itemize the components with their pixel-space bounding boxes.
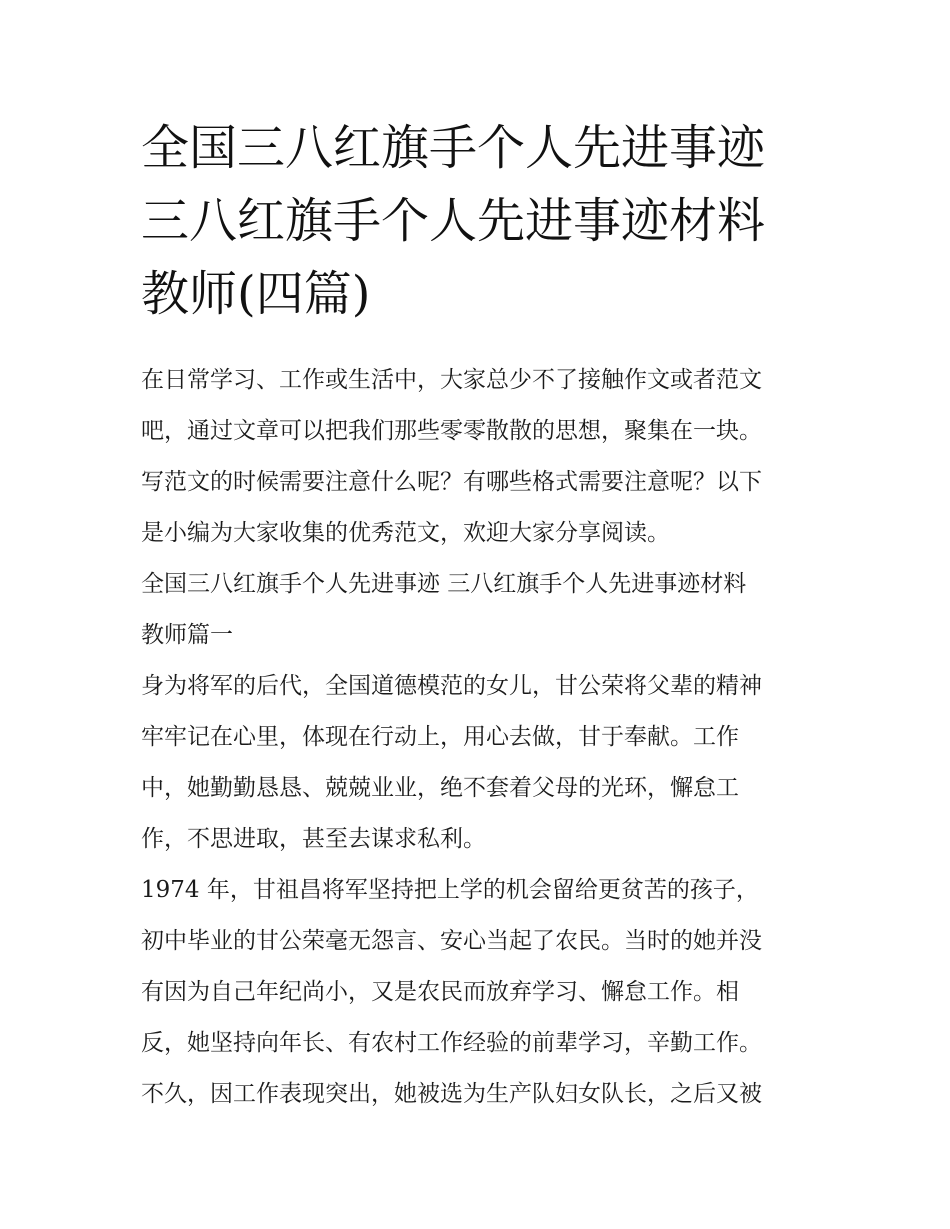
text-line: 不久，因工作表现突出，她被选为生产队妇女队长，之后又被: [141, 1081, 762, 1107]
document-body: [141, 355, 821, 1120]
text-line: 初中毕业的甘公荣毫无怨言、安心当起了农民。当时的她并没: [141, 928, 762, 954]
text-line: 身为将军的后代，全国道德模范的女儿，甘公荣将父辈的精神: [141, 673, 762, 699]
text-line: 牢牢记在心里，体现在行动上，用心去做，甘于奉献。工作: [141, 724, 739, 750]
text-line: 教师篇一: [141, 622, 233, 648]
body-paragraph-1: [141, 661, 821, 865]
intro-paragraph: [141, 355, 821, 559]
text-line: 写范文的时候需要注意什么呢？有哪些格式需要注意呢？以下: [141, 469, 762, 495]
title-line-1: 全国三八红旗手个人先进事迹: [141, 120, 766, 176]
text-line: 有因为自己年纪尚小，又是农民而放弃学习、懈怠工作。相: [141, 979, 739, 1005]
text-line: 是小编为大家收集的优秀范文，欢迎大家分享阅读。: [141, 520, 670, 546]
title-line-2: 三八红旗手个人先进事迹材料: [141, 193, 766, 249]
body-paragraph-2: [141, 865, 821, 1120]
document-title: [141, 112, 821, 331]
text-line: 在日常学习、工作或生活中，大家总少不了接触作文或者范文: [141, 367, 762, 393]
text-line: 作，不思进取，甚至去谋求私利。: [141, 826, 486, 852]
text-line: 1974 年，甘祖昌将军坚持把上学的机会留给更贫苦的孩子，: [141, 877, 759, 903]
text-line: 全国三八红旗手个人先进事迹 三八红旗手个人先进事迹材料: [141, 571, 747, 597]
text-line: 反，她坚持向年长、有农村工作经验的前辈学习，辛勤工作。: [141, 1030, 762, 1056]
title-line-3: 教师(四篇): [141, 266, 371, 322]
text-line: 吧，通过文章可以把我们那些零零散散的思想，聚集在一块。: [141, 418, 762, 444]
text-line: 中，她勤勤恳恳、兢兢业业，绝不套着父母的光环，懈怠工: [141, 775, 739, 801]
section-heading: [141, 559, 821, 661]
